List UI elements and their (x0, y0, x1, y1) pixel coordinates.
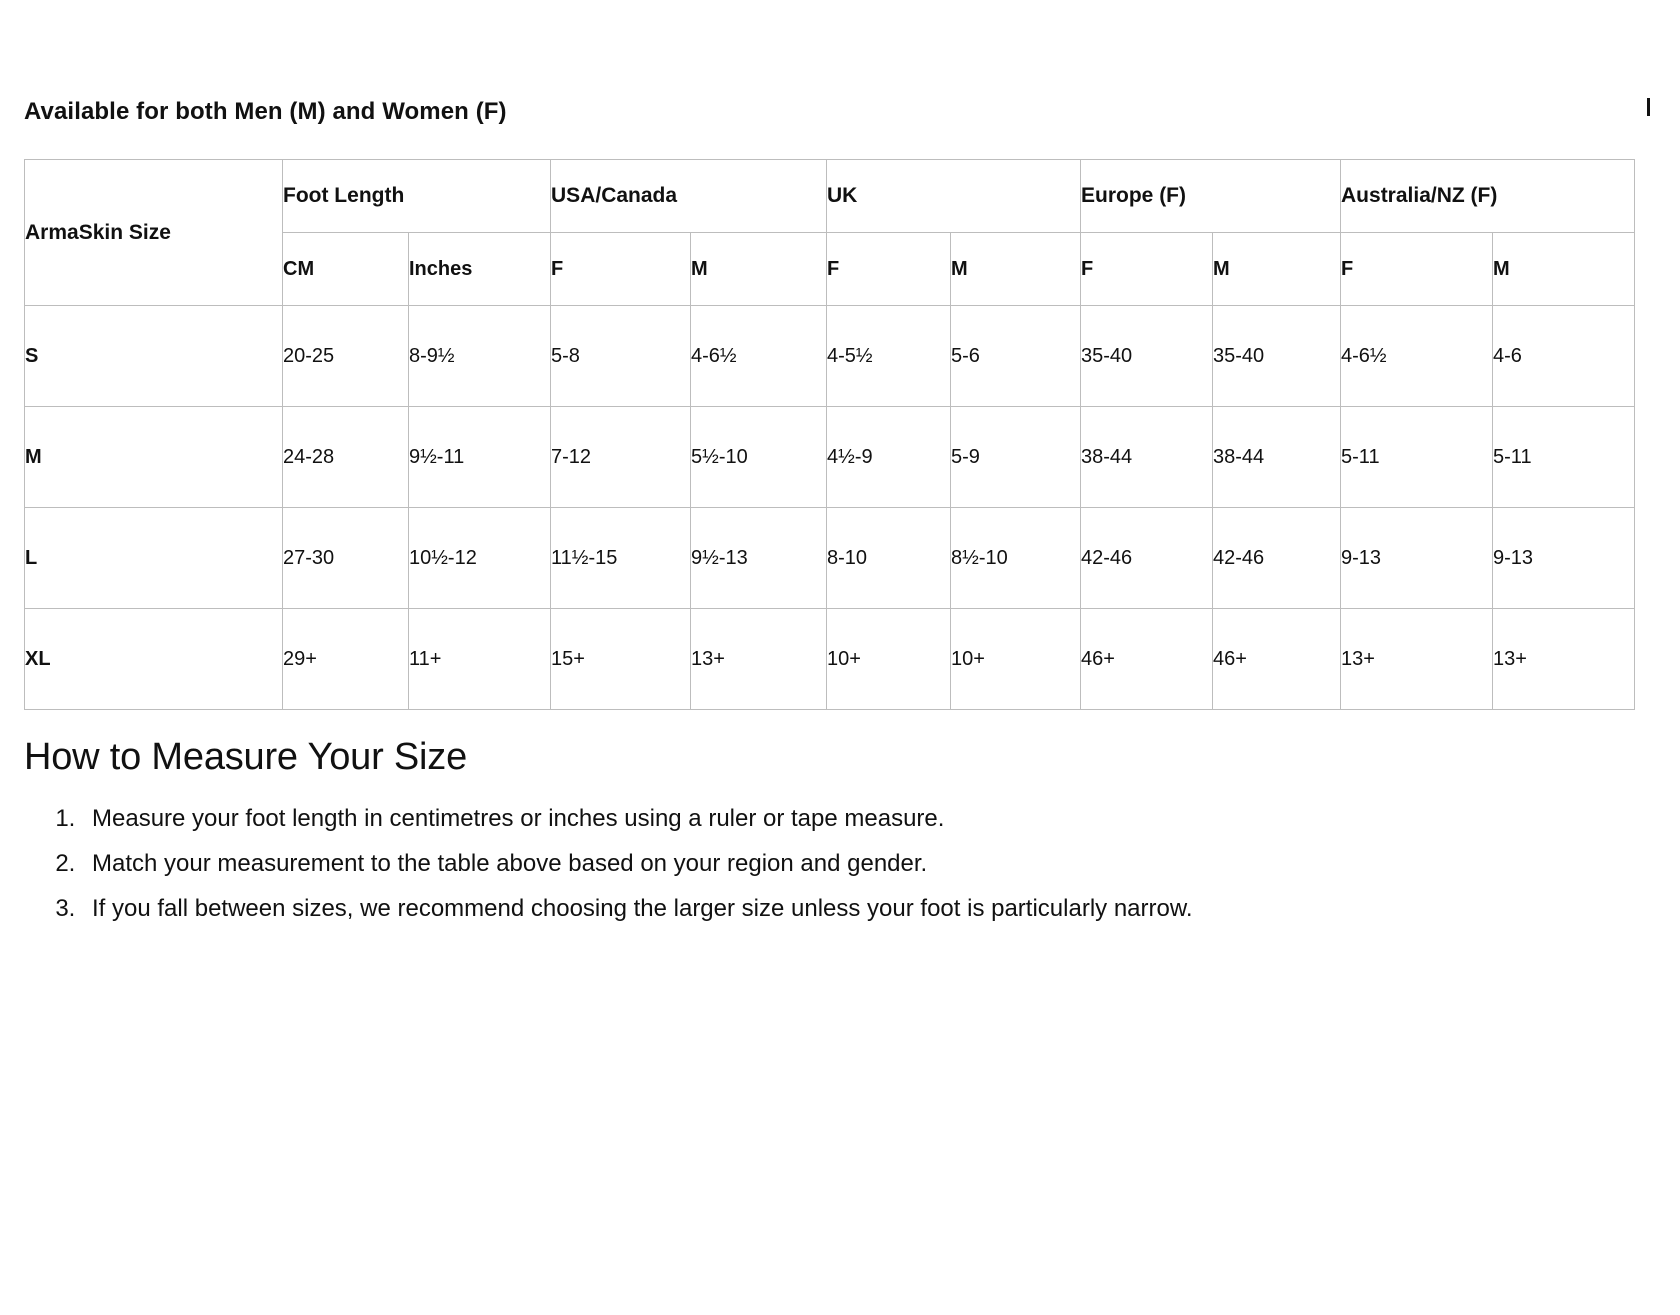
cell-cm: 27-30 (283, 508, 409, 609)
cell-aus-f: 9-13 (1341, 508, 1493, 609)
cell-europe-f: 38-44 (1081, 407, 1213, 508)
row-size-label: S (25, 306, 283, 407)
table-head (25, 160, 1635, 306)
list-item: 2. Match your measurement to the table above based on your region and gender. (82, 852, 1656, 876)
header-sub-aus-f: F (1341, 233, 1493, 306)
table-row (25, 407, 1635, 508)
how-to-measure-heading: How to Measure Your Size (24, 736, 467, 778)
cell-aus-m: 4-6 (1493, 306, 1635, 407)
cell-europe-f: 46+ (1081, 609, 1213, 710)
cell-cm: 29+ (283, 609, 409, 710)
cell-aus-m: 5-11 (1493, 407, 1635, 508)
cell-usa-f: 11½-15 (551, 508, 691, 609)
measure-steps-list (24, 807, 1656, 921)
table-body (25, 306, 1635, 710)
row-size-label: XL (25, 609, 283, 710)
cell-europe-f: 35-40 (1081, 306, 1213, 407)
header-sub-aus-m: M (1493, 233, 1635, 306)
cell-inches: 10½-12 (409, 508, 551, 609)
size-guide-page (0, 98, 1680, 921)
header-sub-usa-f: F (551, 233, 691, 306)
cell-usa-f: 5-8 (551, 306, 691, 407)
cell-cm: 20-25 (283, 306, 409, 407)
cell-europe-f: 42-46 (1081, 508, 1213, 609)
header-group-usa-canada: USA/Canada (551, 160, 827, 233)
cell-europe-m: 38-44 (1213, 407, 1341, 508)
cell-usa-m: 4-6½ (691, 306, 827, 407)
cell-usa-f: 7-12 (551, 407, 691, 508)
cell-europe-m: 42-46 (1213, 508, 1341, 609)
page-crop-mark (1647, 98, 1650, 116)
cell-inches: 8-9½ (409, 306, 551, 407)
page-title: Available for both Men (M) and Women (F) (24, 98, 507, 125)
list-item: 1. Measure your foot length in centimetres or inches using a ruler or tape measure. (82, 807, 1656, 831)
header-group-australia-nz: Australia/NZ (F) (1341, 160, 1635, 233)
cell-inches: 11+ (409, 609, 551, 710)
row-size-label: M (25, 407, 283, 508)
cell-aus-f: 4-6½ (1341, 306, 1493, 407)
row-size-label: L (25, 508, 283, 609)
cell-inches: 9½-11 (409, 407, 551, 508)
cell-usa-m: 13+ (691, 609, 827, 710)
cell-usa-m: 9½-13 (691, 508, 827, 609)
list-item: 3. If you fall between sizes, we recommend choosing the larger size unless your foot is particularly narrow. (82, 897, 1656, 921)
header-sub-uk-f: F (827, 233, 951, 306)
cell-uk-m: 10+ (951, 609, 1081, 710)
table-row (25, 306, 1635, 407)
table-group-header-row (25, 160, 1635, 233)
header-sub-europe-f: F (1081, 233, 1213, 306)
header-sub-usa-m: M (691, 233, 827, 306)
cell-uk-m: 8½-10 (951, 508, 1081, 609)
cell-usa-f: 15+ (551, 609, 691, 710)
cell-uk-m: 5-6 (951, 306, 1081, 407)
header-sub-europe-m: M (1213, 233, 1341, 306)
header-armaskin-size: ArmaSkin Size (25, 160, 283, 306)
cell-usa-m: 5½-10 (691, 407, 827, 508)
header-group-europe: Europe (F) (1081, 160, 1341, 233)
cell-aus-m: 9-13 (1493, 508, 1635, 609)
table-row (25, 609, 1635, 710)
cell-aus-f: 5-11 (1341, 407, 1493, 508)
header-sub-inches: Inches (409, 233, 551, 306)
cell-uk-f: 8-10 (827, 508, 951, 609)
cell-uk-f: 4½-9 (827, 407, 951, 508)
cell-uk-f: 10+ (827, 609, 951, 710)
table-row (25, 508, 1635, 609)
header-group-uk: UK (827, 160, 1081, 233)
cell-uk-f: 4-5½ (827, 306, 951, 407)
cell-cm: 24-28 (283, 407, 409, 508)
header-group-foot-length: Foot Length (283, 160, 551, 233)
header-sub-cm: CM (283, 233, 409, 306)
size-chart-table (24, 159, 1635, 710)
cell-uk-m: 5-9 (951, 407, 1081, 508)
cell-europe-m: 35-40 (1213, 306, 1341, 407)
header-sub-uk-m: M (951, 233, 1081, 306)
cell-europe-m: 46+ (1213, 609, 1341, 710)
cell-aus-m: 13+ (1493, 609, 1635, 710)
cell-aus-f: 13+ (1341, 609, 1493, 710)
